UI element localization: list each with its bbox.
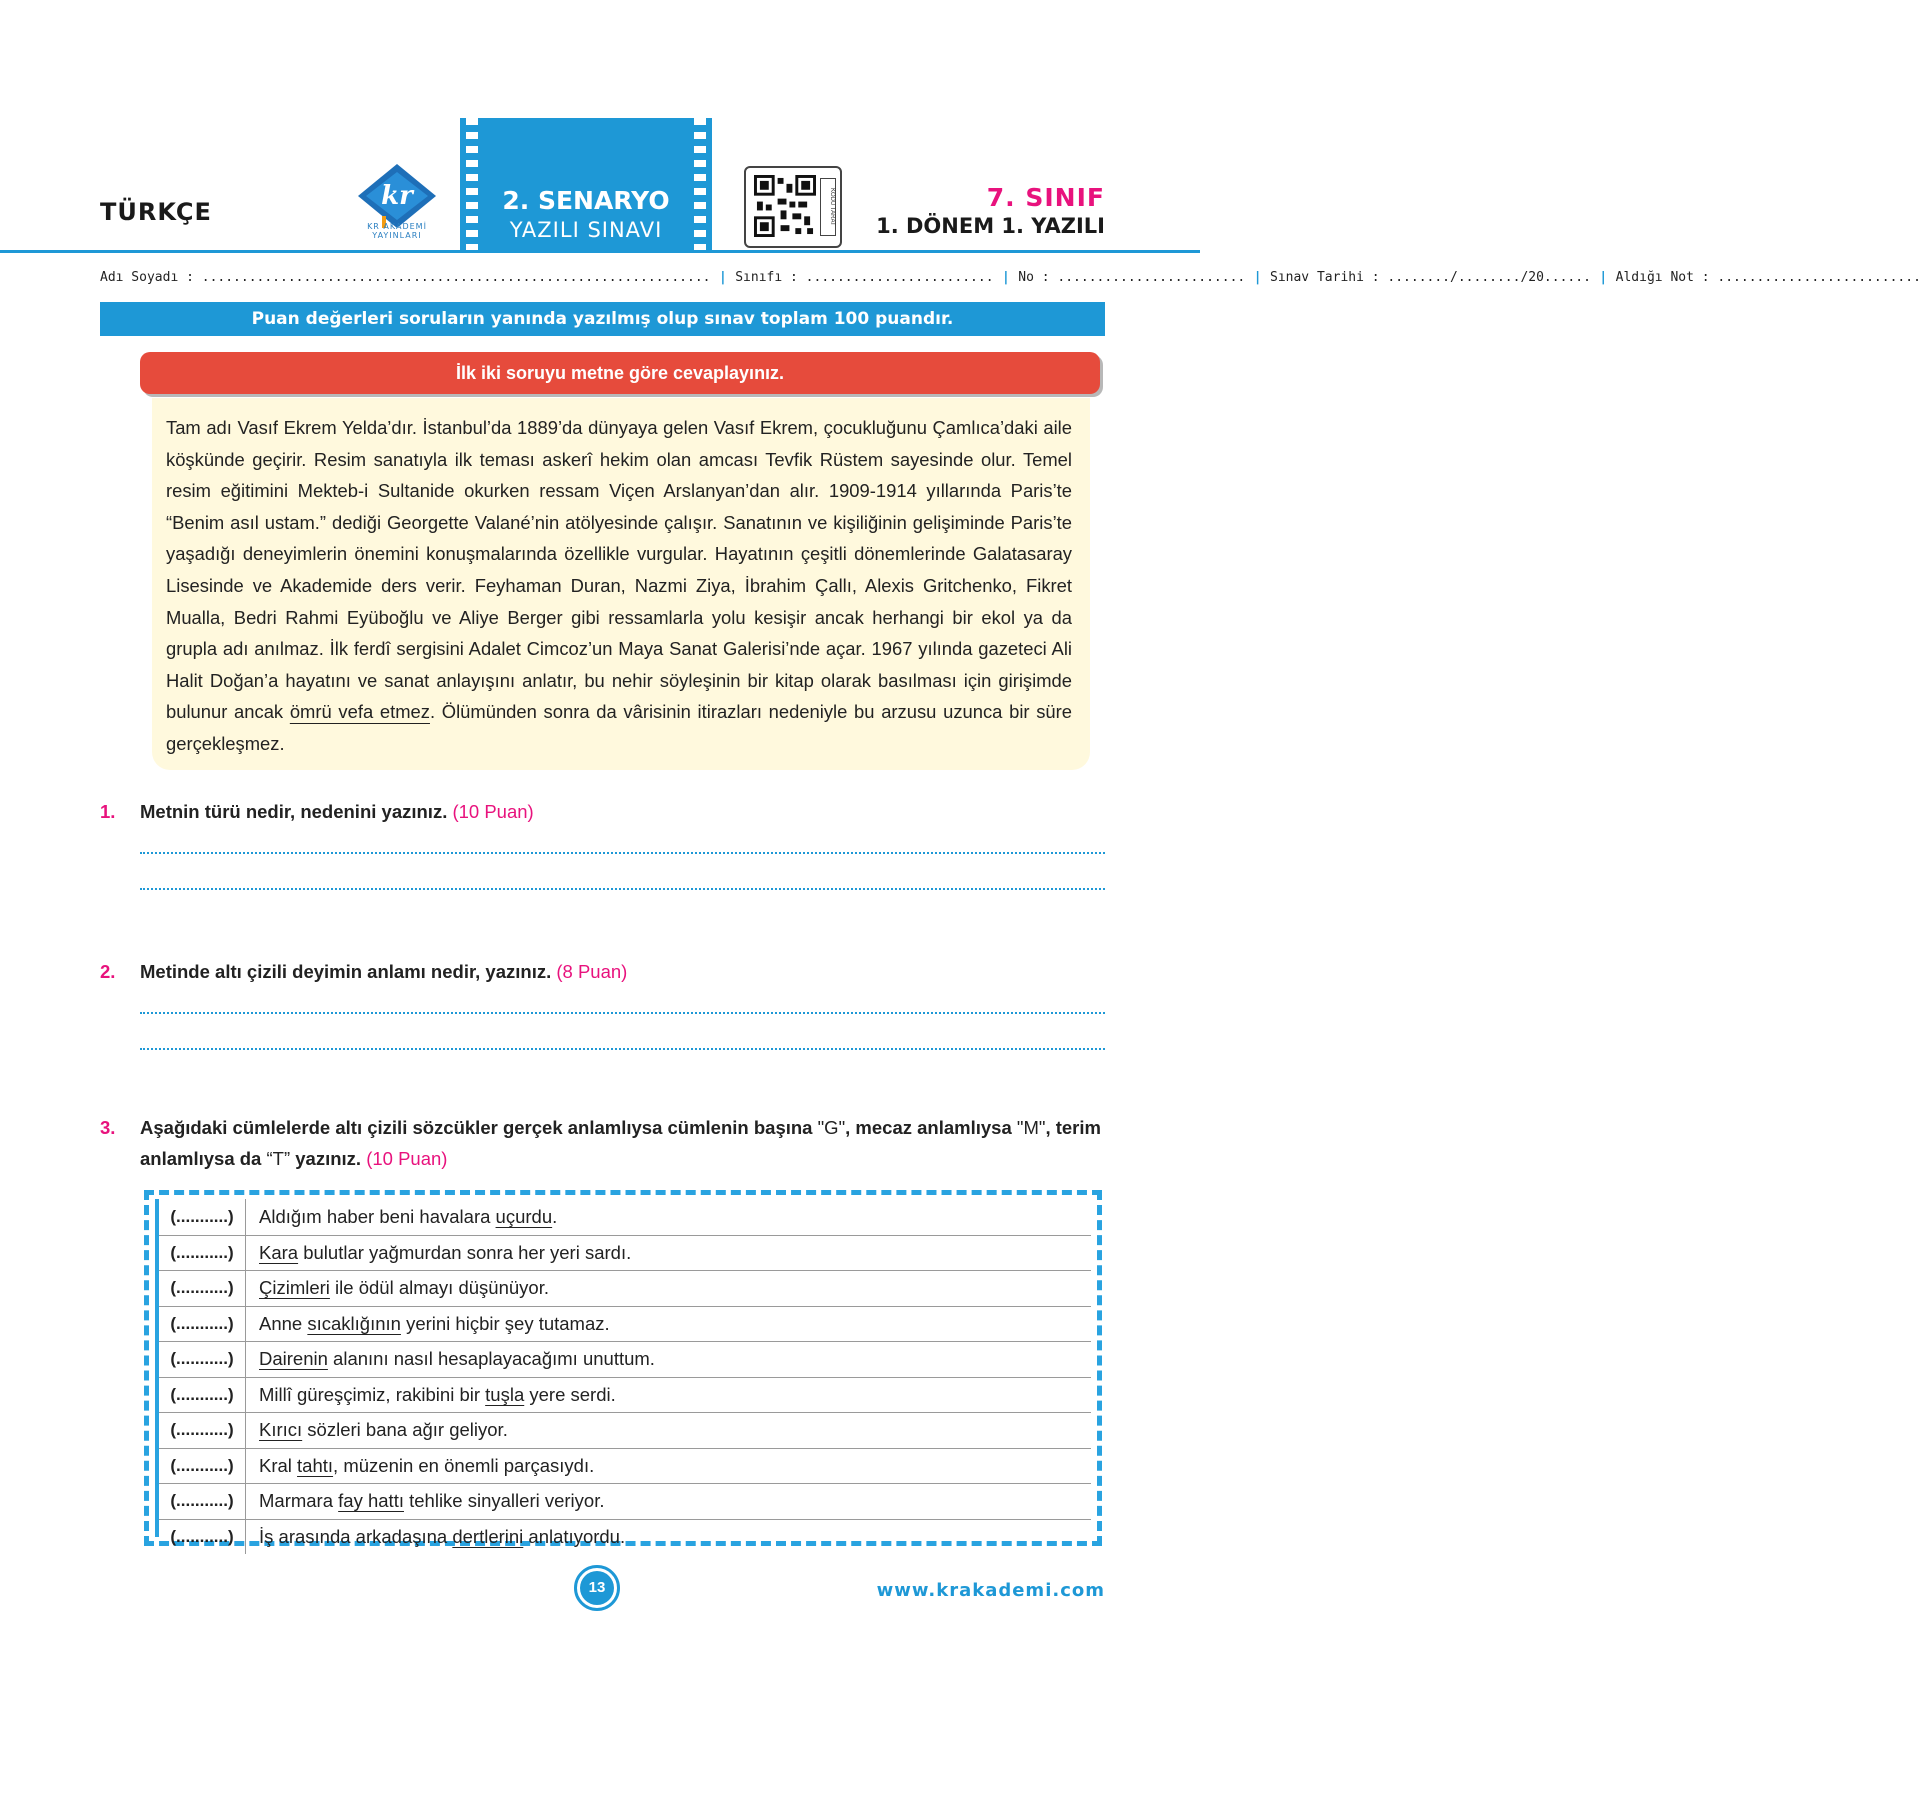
answer-blank[interactable]: (...........) xyxy=(159,1448,246,1484)
underlined-word: tuşla xyxy=(485,1383,525,1405)
question-number: 2. xyxy=(100,961,116,982)
website-link[interactable]: www.krakademi.com xyxy=(876,1580,1105,1601)
score-field[interactable]: Aldığı Not : .......................... xyxy=(1615,270,1921,285)
question-points: (10 Puan) xyxy=(366,1148,448,1169)
table-row xyxy=(159,1412,1091,1449)
answer-line[interactable] xyxy=(140,888,1105,890)
points-banner: Puan değerleri soruların yanında yazılmış olup sınav toplam 100 puandır. xyxy=(100,302,1105,336)
page-number-badge xyxy=(574,1565,620,1611)
question-points: (8 Puan) xyxy=(556,961,628,982)
name-field[interactable]: Adı Soyadı : ................................................................. xyxy=(100,270,711,285)
logo-text: KR AKADEMİ YAYINLARI xyxy=(367,222,427,240)
scenario-title: 2. SENARYO xyxy=(502,186,670,215)
sentence: Anne sıcaklığının yerini hiçbir şey tutamaz. xyxy=(259,1312,610,1334)
sentence: Çizimleri ile ödül almayı düşünüyor. xyxy=(259,1277,549,1298)
answer-line[interactable] xyxy=(140,1048,1105,1050)
reading-passage xyxy=(152,398,1090,770)
page-number: 13 xyxy=(580,1571,614,1605)
underlined-word: dertlerini xyxy=(452,1525,524,1547)
film-strip-right xyxy=(694,118,706,250)
answer-blank[interactable]: (...........) xyxy=(159,1377,246,1413)
answer-blank[interactable]: (...........) xyxy=(159,1306,246,1342)
date-field[interactable]: Sınav Tarihi : ......../......../20...... xyxy=(1270,270,1591,285)
question-points: (10 Puan) xyxy=(452,801,534,822)
separator: | xyxy=(1255,270,1260,285)
table-row xyxy=(159,1519,1091,1555)
term-label: 1. DÖNEM 1. YAZILI xyxy=(876,214,1105,238)
sentence: İş arasında arkadaşına dertlerini anlatıyordu. xyxy=(259,1525,626,1547)
qr-code-icon xyxy=(754,175,816,237)
answer-blank[interactable]: (...........) xyxy=(159,1519,246,1555)
question-text: Metnin türü nedir, nedenini yazınız. xyxy=(140,801,448,822)
header-divider xyxy=(0,250,1200,253)
answer-line[interactable] xyxy=(140,852,1105,854)
passage-text: Tam adı Vasıf Ekrem Yelda’dır. İstanbul’da 1889’da dünyaya gelen Vasıf Ekrem, çocukluğunu Çamlıca’daki aile köşkünde geçirir. Resim sanatıyla ilk teması askerî hekim olan amcası Tevfik Rüstem sayesinde olur. Temel resim eğitimini Mekteb-i Sultanide okurken ressam Viçen Arslanyan’dan alır. 1909-1914 yıllarında Paris’te “Benim asıl ustam.” dediği Georgette Valané’nin atölyesinde çalışır. Sanatının ve kişiliğinin gelişiminde Paris’te yaşadığı deneyimlerin önemini konuşmalarında özellikle vurgular. Hayatının çeşitli dönemlerinde Galatasaray Lisesinde ve Akademide ders verir. Feyhaman Duran, Nazmi Ziya, İbrahim Çallı, Alexis Gritchenko, Fikret Mualla, Bedri Rahmi Eyüboğlu ve Aliye Berger gibi ressamlarla yolu kesişir ancak herhangi bir ekol ya da grupla adı anılmaz. İlk ferdî sergisini Adalet Cimcoz’un Maya Sanat Galerisi’nde açar. 1967 yılında gazeteci Ali Halit Doğan’a hayatını ve sanat anlayışını anlatır, bu nehir söyleşinin bir kitap olarak basılması için girişimde bulunur ancak ömrü vefa etmez. Ölümünden sonra da vârisinin itirazları nedeniyle bu arzusu uzunca bir süre gerçekleşmez. xyxy=(166,417,1072,754)
sentence: Marmara fay hattı tehlike sinyalleri veriyor. xyxy=(259,1490,605,1511)
separator: | xyxy=(720,270,726,285)
sentence: Kara bulutlar yağmurdan sonra her yeri sardı. xyxy=(259,1241,632,1263)
underlined-word: tahtı xyxy=(297,1454,334,1476)
table-row xyxy=(159,1448,1091,1485)
underlined-word: Dairenin xyxy=(259,1348,328,1369)
question-text: Aşağıdaki cümlelerde altı çizili sözcükler gerçek anlamlıysa cümlenin başına "G", mecaz anlamlıysa "M", terim anlamlıysa da “T” yazınız. (10 Puan) xyxy=(140,1117,1101,1169)
svg-text:kr: kr xyxy=(381,181,413,211)
qr-label: KODU TARAT xyxy=(820,178,836,236)
separator: | xyxy=(1003,270,1009,285)
answer-line[interactable] xyxy=(140,1012,1105,1014)
class-field[interactable]: Sınıfı : ........................ xyxy=(735,270,994,285)
underlined-idiom: ömrü vefa etmez xyxy=(289,701,430,723)
table-row xyxy=(159,1306,1091,1343)
underlined-word: uçurdu xyxy=(495,1206,553,1227)
table-row xyxy=(159,1377,1091,1414)
subject-title: TÜRKÇE xyxy=(100,198,212,226)
student-info-row xyxy=(100,270,1921,285)
answer-table xyxy=(144,1190,1102,1546)
sentence: Kırıcı sözleri bana ağır geliyor. xyxy=(259,1419,508,1440)
sentence: Aldığım haber beni havalara uçurdu. xyxy=(259,1206,558,1227)
table-row xyxy=(159,1270,1091,1307)
underlined-word: Çizimleri xyxy=(259,1277,330,1298)
table-row xyxy=(159,1341,1091,1378)
question-number: 1. xyxy=(100,801,116,822)
sentence: Kral tahtı, müzenin en önemli parçasıydı. xyxy=(259,1454,595,1476)
sentence: Millî güreşçimiz, rakibini bir tuşla yere serdi. xyxy=(259,1383,616,1405)
answer-blank[interactable]: (...........) xyxy=(159,1483,246,1519)
answer-blank[interactable]: (...........) xyxy=(159,1270,246,1306)
underlined-word: Kırıcı xyxy=(259,1419,303,1440)
film-strip-left xyxy=(466,118,478,250)
question-number: 3. xyxy=(100,1117,116,1138)
table-row xyxy=(159,1235,1091,1272)
publisher-logo xyxy=(352,162,442,242)
number-field[interactable]: No : ........................ xyxy=(1018,270,1246,285)
separator: | xyxy=(1600,270,1606,285)
question-text: Metinde altı çizili deyimin anlamı nedir, yazınız. xyxy=(140,961,552,982)
underlined-word: sıcaklığının xyxy=(307,1312,401,1334)
answer-blank[interactable]: (...........) xyxy=(159,1199,246,1235)
answer-blank[interactable]: (...........) xyxy=(159,1235,246,1271)
exam-title: YAZILI SINAVI xyxy=(509,218,663,242)
grade-label: 7. SINIF xyxy=(986,183,1105,212)
answer-table-body xyxy=(155,1199,1091,1547)
instruction-banner: İlk iki soruyu metne göre cevaplayınız. xyxy=(140,352,1100,394)
underlined-word: fay hattı xyxy=(338,1490,404,1511)
qr-code[interactable] xyxy=(744,166,842,248)
answer-blank[interactable]: (...........) xyxy=(159,1341,246,1377)
sentence: Dairenin alanını nasıl hesaplayacağımı unuttum. xyxy=(259,1348,655,1369)
table-row xyxy=(159,1199,1091,1236)
table-row xyxy=(159,1483,1091,1520)
answer-blank[interactable]: (...........) xyxy=(159,1412,246,1448)
underlined-word: Kara xyxy=(259,1241,299,1263)
